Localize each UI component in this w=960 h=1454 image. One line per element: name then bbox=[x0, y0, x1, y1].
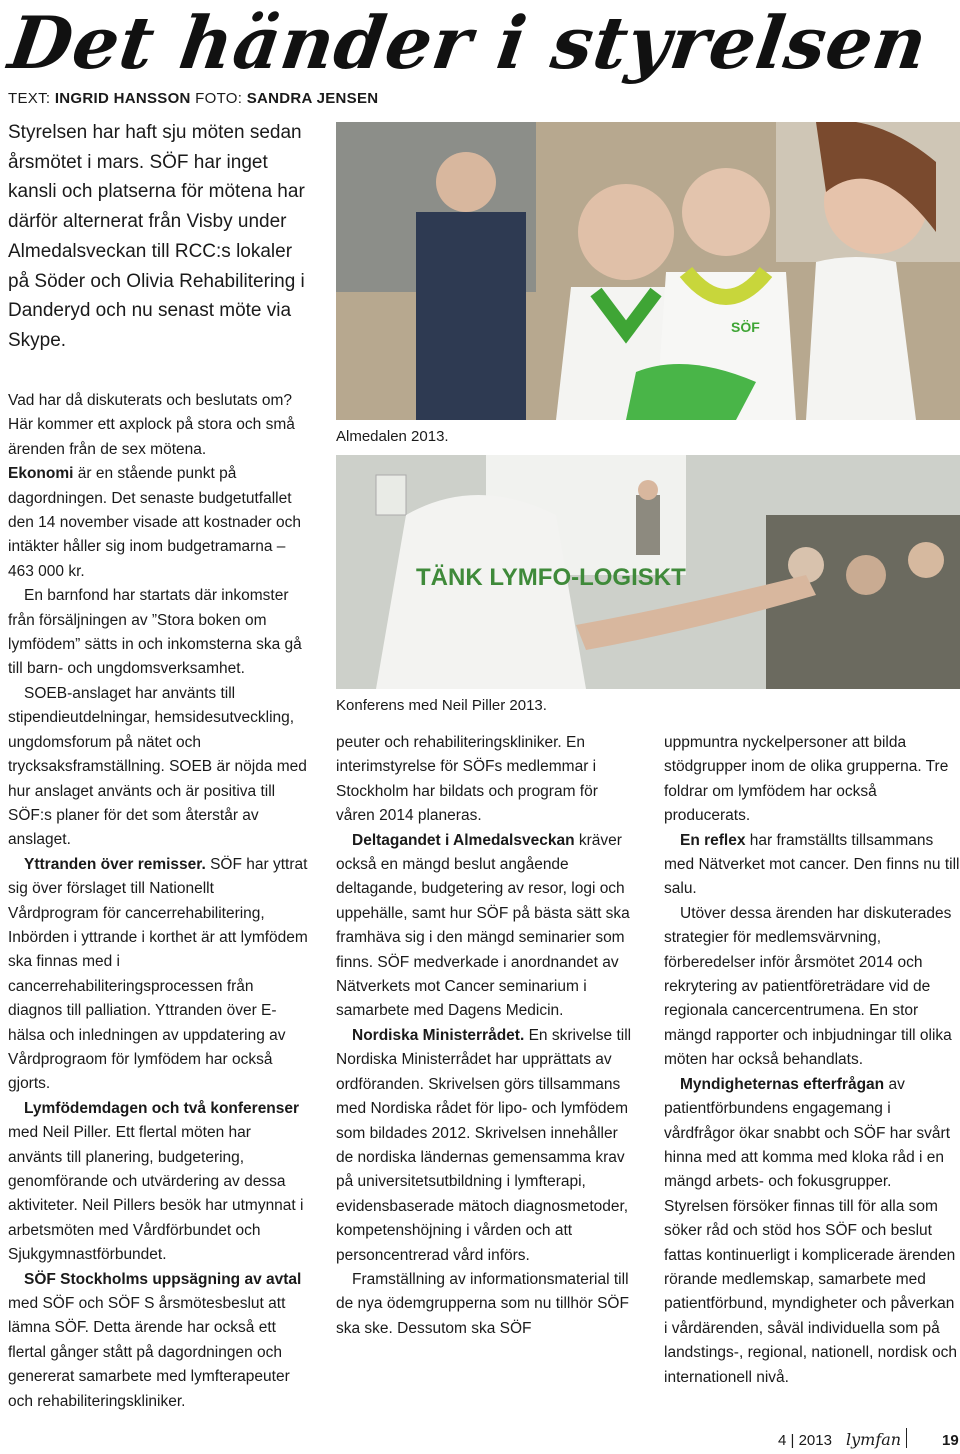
paragraph: Vad har då diskuterats och beslutats om? Här kommer ett axplock på stora och små ärenden från de sex mötena. bbox=[8, 392, 295, 458]
article-column-2 bbox=[336, 731, 636, 1341]
paragraph-text: SÖF har yttrat sig över förslaget till Nationellt Vårdprogram för cancerrehabilitering, Inbörden i yttrande i korthet är att lymfödem ska finnas med i cancerrehabiliteringsprocessen från diagnos till palliation. Yttranden över E-hälsa och inledningen av uppdatering av Vårdprograom för lymfödem har också gjorts. bbox=[8, 855, 308, 1093]
paragraph: Framställning av informationsmaterial till de nya ödemgrupperna som nu tillhör SÖF ska ske. Dessutom ska SÖF bbox=[336, 1270, 629, 1337]
paragraph bbox=[8, 1097, 308, 1268]
paragraph-text: med SÖF och SÖF S årsmötesbeslut att lämna SÖF. Detta ärende har också ett flertal gånger stått på dagordningen och genererat samarbete med lymfterapeuter och rehabiliteringskliniker. bbox=[8, 1295, 290, 1410]
paragraph-text: har framställts tillsammans med Nätverket mot cancer. Den finns nu till salu. bbox=[664, 831, 960, 898]
subheading: Nordiska Ministerrådet. bbox=[352, 1026, 525, 1044]
page-title: Det händer i styrelsen bbox=[4, 0, 933, 85]
photo-caption: Konferens med Neil Piller 2013. bbox=[336, 697, 547, 714]
byline-text-label: TEXT: bbox=[8, 90, 55, 107]
paragraph bbox=[336, 1024, 636, 1268]
shirt-slogan: TÄNK LYMFO-LOGISKT bbox=[416, 564, 686, 591]
paragraph-text: av patientförbundens engagemang i vårdfrågor ökar snabbt och SÖF har svårt hinna med att komma med kloka råd i en mängd arbets- och fokusgrupper. Styrelsen försöker finnas till för alla som söker råd och stöd hos SÖF och beslut fattas kontinuerligt i komplicerade ärenden rörande medlemskap, samarbete med patientförbund, myndigheter och påverkan i vårdärenden, såväl individuella som på landstings-, regional, nationell, nordisk och internationell nivå. bbox=[664, 1075, 957, 1386]
paragraph-text: är en stående punkt på dagordningen. Det senaste budgetutfallet den 14 november visade att kostnader och intäkter håller sig inom budgetramarna – 463 000 kr. bbox=[8, 465, 301, 580]
subheading: En reflex bbox=[680, 831, 746, 849]
paragraph: En barnfond har startats där inkomster från försäljningen av ”Stora boken om lymfödem” sätts in och inkomsterna ska gå till barn- och ungdomsverksamhet. bbox=[8, 587, 302, 678]
paragraph: peuter och rehabiliteringskliniker. En interimstyrelse för SÖFs medlemmar i Stockholm har bildats och program för våren 2014 planeras. bbox=[336, 734, 598, 825]
paragraph bbox=[664, 829, 960, 902]
byline-photographer: SANDRA JENSEN bbox=[246, 90, 379, 107]
paragraph-text: kräver också en mängd beslut angående deltagande, budgetering av resor, logi och uppehälle, samt hur SÖF på bästa sätt ska framhäva sig i den mängd seminarier som finns. SÖF medverkade i anordnandet av Nätverkets mot Cancer seminarium i samarbete med Dagens Medicin. bbox=[336, 831, 630, 1020]
byline-photo-label: FOTO: bbox=[190, 90, 247, 107]
paragraph-text: med Neil Piller. Ett flertal möten har använts till planering, budgetering, genomförande och utvärdering av dessa aktiviteter. Neil Pillers besök har utmynnat i arbetsmöten med Vårdförbundet och Sjukgymnastförbundet. bbox=[8, 1124, 304, 1264]
paragraph: SOEB-anslaget har använts till stipendieutdelningar, hemsidesutveckling, ungdomsforum på nätet och trycksaksframställning. SOEB är nöjda med hur anslaget använts och är positiva till SÖF:s planer för det som återstår av anslaget. bbox=[8, 684, 307, 849]
paragraph bbox=[8, 1268, 308, 1414]
subheading: Lymfödemdagen och två konferenser bbox=[24, 1099, 300, 1117]
paragraph-text: En skrivelse till Nordiska Ministerrådet har upprättats av ordföranden. Skrivelsen görs tillsammans med Nordiska rådet för lipo- och lymfödem som bildades 2012. Skrivelsen innehåller de nordiska ländernas gemensamma krav på universitetsutbildning i lymfterapi, evidensbaserade mätoch diagnosmetoder, kompetenshöjning i vården och att personcentrerad vård införs. bbox=[336, 1026, 632, 1264]
photo-caption: Almedalen 2013. bbox=[336, 428, 449, 445]
magazine-logo: lymfan bbox=[846, 1430, 902, 1449]
photo-almedalen-image bbox=[336, 122, 960, 420]
paragraph bbox=[8, 853, 308, 1097]
photo-conference-image bbox=[336, 455, 960, 689]
article-column-1 bbox=[8, 389, 308, 1414]
subheading: SÖF Stockholms uppsägning av avtal bbox=[24, 1270, 302, 1288]
photo-almedalen bbox=[336, 122, 960, 420]
shirt-logo: SÖF bbox=[731, 319, 760, 335]
paragraph: Utöver dessa ärenden har diskuterades strategier för medlemsvärvning, förberedelser inför årsmötet 2014 och rekrytering av patientföreträdare vid de regionala cancercentrumena. En stor mängd rapporter och inbjudningar till olika möten har också behandlats. bbox=[664, 904, 952, 1069]
byline-author: INGRID HANSSON bbox=[54, 90, 191, 107]
paragraph bbox=[336, 829, 636, 1024]
photo-conference bbox=[336, 455, 960, 689]
issue-number: 4 | 2013 bbox=[778, 1432, 832, 1449]
intro-paragraph: Styrelsen har haft sju möten sedan årsmötet i mars. SÖF har inget kansli och platserna för mötena har därför alternerat från Visby under Almedalsveckan till RCC:s lokaler på Söder och Olivia Rehabilitering i Danderyd och nu senast möte via Skype. bbox=[8, 122, 305, 351]
page-number: 19 bbox=[942, 1432, 959, 1449]
subheading: Myndigheternas efterfrågan bbox=[680, 1075, 885, 1093]
paragraph bbox=[8, 462, 308, 584]
subheading: Yttranden över remisser. bbox=[24, 855, 206, 873]
byline bbox=[8, 90, 378, 107]
article-column-3 bbox=[664, 731, 960, 1390]
paragraph: uppmuntra nyckelpersoner att bilda stödgrupper inom de olika grupperna. Tre foldrar om lymfödem har också producerats. bbox=[664, 734, 949, 825]
paragraph bbox=[664, 1073, 960, 1390]
subheading: Deltagandet i Almedalsveckan bbox=[352, 831, 575, 849]
footer-divider bbox=[906, 1428, 907, 1448]
subheading: Ekonomi bbox=[8, 465, 74, 483]
